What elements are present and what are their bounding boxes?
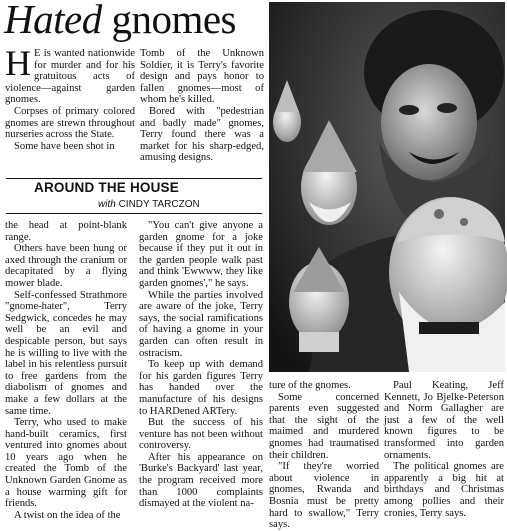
paragraph: Corpses of primary colored gnomes are strewn throughout nurseries across the State. xyxy=(5,105,135,141)
paragraph: "You can't give anyone a garden gnome for a joke because if they put it out in the garden people walk past and think 'Ewwww, they like garden gnomes'," he says. xyxy=(139,220,263,289)
paragraph: Self-confessed Strathmore "gnome-hater", Terry Sedgwick, concedes he may well be an evil and despicable person, but says he is willing to live with the label in his relentless pursuit to free gardens from the diabolism of gnomes and make a few dollars at the same time. xyxy=(5,289,127,417)
paragraph: But the success of his venture has not been without controversy. xyxy=(139,417,263,452)
lead-column-1 xyxy=(5,43,135,178)
paragraph: To keep up with demand for his garden figures Terry has handed over the manufacture of his designs to HARDened ARTery. xyxy=(139,359,263,417)
byline-with: with xyxy=(98,199,116,210)
byline xyxy=(98,199,200,212)
paragraph: The political gnomes are apparently a big hit at birthdays and Christmas among pollies and their cronies, Terry says. xyxy=(384,461,504,519)
body-column-2 xyxy=(139,220,263,510)
paragraph: Some have been shot in xyxy=(14,140,115,152)
byline-author: CINDY TARCZON xyxy=(118,199,200,210)
paragraph: Others have been hung or axed through the cranium or decapitated by a flying mower blade. xyxy=(5,243,127,289)
paragraph: Some concerned parents even suggested that the sight of the maimed and murdered gnomes had traumatised their children. xyxy=(269,391,379,461)
body-column-1 xyxy=(5,220,127,521)
drop-cap: H xyxy=(5,43,31,83)
paragraph: Bored with "pedestrian and badly made" gnomes, Terry found there was a market for his sharp-edged, amusing designs. xyxy=(140,105,264,164)
lead-column-2 xyxy=(140,48,264,178)
headline xyxy=(4,0,262,42)
column-header xyxy=(6,178,262,214)
paragraph: ture of the gnomes. xyxy=(269,380,351,391)
paragraph: Paul Keating, Jeff Kennett, Jo Bjelke-Peterson and Norm Gallagher are just a few of the well known figures to be transformed into garden ornaments. xyxy=(384,380,504,461)
headline-italic: Hated xyxy=(4,0,102,42)
paragraph: Tomb of the Unknown Soldier, it is Terry's favorite design and pays honor to fallen gnomes—most of whom he's killed. xyxy=(140,48,264,106)
column-title: AROUND THE HOUSE xyxy=(34,180,179,195)
paragraph: "If they're worried about violence in gnomes, Rwanda and Bosnia must be pretty hard to swallow," Terry says. xyxy=(269,461,379,531)
rule-bottom xyxy=(6,213,262,214)
paragraph: After his appearance on 'Burke's Backyard' last year, the program received more than 1000 complaints dismayed at the violent na- xyxy=(139,451,263,510)
body-column-4 xyxy=(384,380,504,519)
body-column-3 xyxy=(269,380,379,531)
rule-top xyxy=(6,178,262,179)
lead-paragraph: H E is wanted nationwide for murder and for his gratuitous acts of violence—against garden gnomes. xyxy=(5,43,135,106)
paragraph: A twist on the idea of the xyxy=(14,509,121,521)
paragraph: the head at point-blank range. xyxy=(5,220,127,243)
photo-illustration xyxy=(269,2,505,372)
paragraph: Terry, who used to make hand-built ceramics, first ventured into gnomes about 10 years ago when he created the Tomb of the Unknown Garden Gnome as a house warming gift for friends. xyxy=(5,417,127,510)
headline-rest: gnomes xyxy=(101,0,236,42)
paragraph: While the parties involved are aware of the joke, Terry says, the social ramifications of having a gnome in your garden can often result in ostracism. xyxy=(139,289,263,359)
man-with-gnomes-photo xyxy=(269,2,505,372)
